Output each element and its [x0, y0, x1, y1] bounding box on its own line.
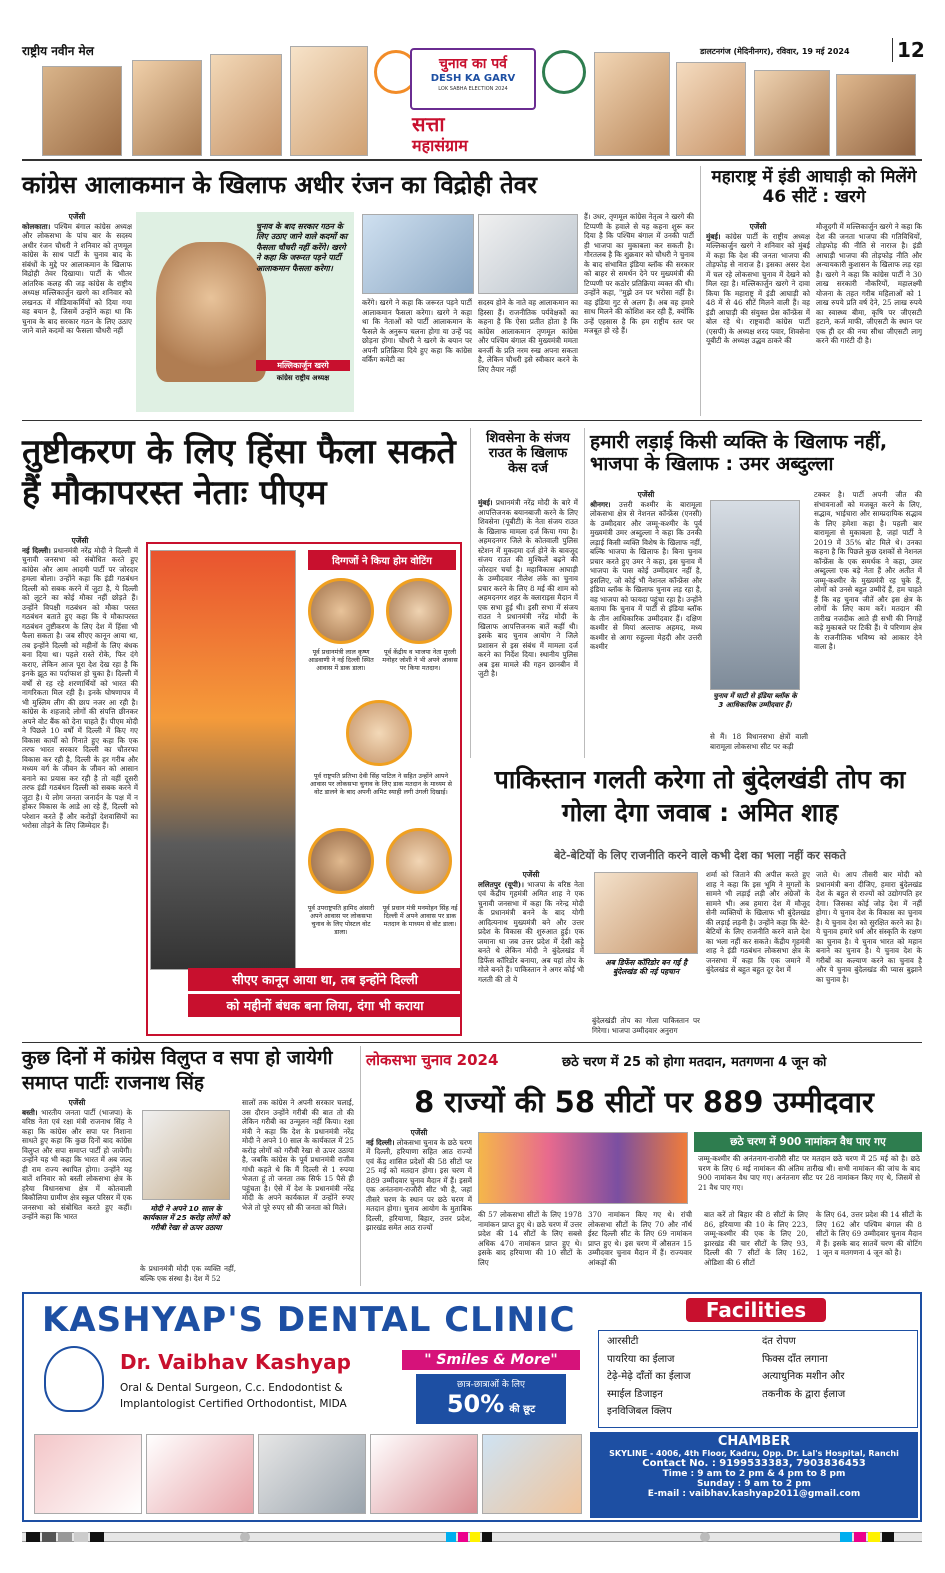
rule-3 [22, 1042, 922, 1043]
offer-pct: 50% [446, 1390, 505, 1418]
vote-photo-5 [386, 828, 452, 894]
story1-agency: एजेंसी [68, 212, 86, 221]
story8-headline: 8 राज्यों की 58 सीटों पर 889 उम्मीदवार [414, 1085, 874, 1119]
color-registration-right [840, 1532, 894, 1542]
dental-ad [22, 1292, 922, 1522]
story8-agency: एजेंसी [410, 1128, 428, 1137]
dental-photo-4 [370, 1434, 478, 1514]
story6-col4: जाते थे। आप तीसरी बार मोदी को प्रधानमंत्री बना दीजिए, हमारा बुंदेलखंड देश के बहुत से राज्यों को उद्योगपति हर देगा। जिसका कोई जोड़ देश में नहीं होगा। ये चुनाव देश के विकास का चुनाव है। ये चुनाव देश को सुरक्षित करने का है। ये चुनाव हमारे धर्म और संस्कृति के रक्षण का चुनाव है। ये चुनाव भारत को महान बनाने का चुनाव है। ये चुनाव देश के गरीबों का कल्याण करने का चुनाव है और ये चुनाव बुंदेलखंड की प्यास बुझाने का चुनाव है। [816, 870, 922, 984]
ad-tagline: " Smiles & More" [402, 1350, 580, 1370]
story2-col2: मौजूदगी में मल्लिकार्जुन खरगे ने कहा कि देश की जनता भाजपा की गतिविधियों, तोड़फोड़ की नीति से नाराज है। इंडी आघाड़ी भाजपा की तोड़फोड़ नीति और अन्यायकारी कुशासन के खिलाफ लड़ रहा है। खरगे ने कहा कि कांग्रेस पार्टी ने 30 लाख सरकारी नौकरियों, महालक्ष्मी योजना के तहत गरीब महिलाओं को 1 लाख रुपये प्रति वर्ष देने, 25 लाख रुपये का स्वास्थ्य बीमा, कृषि पर जीएसटी हटाने, कर्ज माफी, जीएसटी के स्थान पर एक ही दर की नया सीधा जीएसटी लागू करने की गारंटी दी है। [816, 222, 922, 345]
rajnath-photo-caption: मोदी ने अपने 10 साल के कार्यकाल में 25 करोड़ लोगों को गरीबी रेखा से ऊपर उठाया [142, 1204, 230, 1232]
story8-col4: बात करें तो बिहार की 8 सीटों के लिए 86, हरियाणा की 10 के लिए 223, जम्मू-कश्मीर की एक के लिए 20, झारखंड की चार सीटों के लिए 93, दिल्ली की 7 सीटों के लिए 162, ओडिशा की 6 सीटों [704, 1210, 808, 1267]
story6-dateline: ललितपुर (यूपी)। [478, 879, 524, 889]
rule-2 [22, 420, 922, 421]
facility-item: इनविजिबल क्लिप [607, 1406, 672, 1418]
page-number: 12 [892, 38, 925, 62]
story3-body-1: प्रधानमंत्री नरेंद्र मोदी ने दिल्ली में चुनावी जनसभा को संबोधित करते हुए कांग्रेस और आम आदमी पार्टी पर जोरदार हमला बोला। उन्होंने कहा कि इंडी गठबंधन दिल्ली को सबक करने में जुटा है, ये दिल्ली को लूटने का कोई मौका नहीं छोड़ते हैं। उन्होंने विपक्षी गठबंधन को मौका परस्त गठबंधन बताते हुए कहा कि ये मौकापरस्त गठबंधन तुष्टीकरण के लिए देश में हिंसा भी फैला सकता है। जब सीएए कानून आया था, तब इन्होंने दिल्ली को महीनों के लिए बंधक बना दिया था। पहले रास्ते रोके, फिर दंगे कराए, लेकिन आज पूरा देश देख रहा है कि इनके झूठ का पर्दाफाश हो चुका है। दिल्ली में वर्षों से रह रहे शरणार्थियों को भारत की नागरिकता मिल रही है। इनके घोषणापत्र में भी मुस्लिम लीग की छाप नजर आ रही है। कांग्रेस के शहजादे लोगों की संपत्ति छीनकर अपने वोट बैंक को देना चाहते हैं। पीएम मोदी ने पिछले 10 वर्षों में दिल्ली में किए गए विकास कार्यों को गिनाते हुए कहा कि एक तरफ भारत सरकार दिल्ली का चौतरफा विकास कर रही है, दिल्ली के हर गरीब और मध्यम वर्ग के जीवन के जीवन को आसान बनाने का प्रयास कर रही है तो वहीं दूसरी तरफ इंडी गठबंधन दिल्ली को सबक करने में जुटा है। ये लोग जनता जनार्दन के पक्ष में न होकर विकास के आडे आ रहे हैं, दिल्ली को परेशान करते हैं और करोड़ों देशवासियों का भरोसा तोड़ने के लिए जिम्मेदार हैं। [22, 545, 138, 831]
story1-headline: कांग्रेस आलाकमान के खिलाफ अधीर रंजन का विद्रोही तेवर [22, 171, 537, 199]
story7-body-1: भारतीय जनता पार्टी (भाजपा) के वरिष्ठ नेता एवं रक्षा मंत्री राजनाथ सिंह ने कहा कि कांग्रेस और सपा पर निशाना साधते हुए कहा कि कुछ दिनों बाद कांग्रेस विलुप्त और सपा समाप्त पार्टी हो जायेगी। उन्होंने यह भी कहा कि भारत में अब जल्द ही राम राज्य स्थापित होगा। उन्होंने यह बातें शनिवार को बस्ती लोकसभा क्षेत्र के हरैया विधानसभा क्षेत्र में कोतवाली बिकौलिया ग्रामीण क्षेत्र स्कूल परिसर में एक जनसभा को संबोधित करते हुए कहीं। उन्होंने कहा कि भारत [22, 1107, 132, 1222]
logo-line-3: LOK SABHA ELECTION 2024 [438, 86, 508, 92]
shah-photo-caption: अब डिफेंस कॉरिडोर बन गई है बुंदेलखंड की नई पहचान [605, 958, 687, 977]
chamber-time-2: Sunday : 9 am to 2 pm [696, 1479, 812, 1489]
facility-item: दंत रोपण [762, 1336, 796, 1347]
story6-headline: पाकिस्तान गलती करेगा तो बुंदेलखंडी तोप का गोला देगा जवाब : अमित शाह [494, 765, 906, 827]
facilities-title: Facilities [686, 1298, 826, 1322]
shah-photo [594, 872, 698, 954]
story1-body-1: पश्चिम बंगाल कांग्रेस अध्यक्ष और लोकसभा के पांच बार के सदस्य अधीर रंजन चौधरी ने शनिवार को तृणमूल कांग्रेस के साथ पार्टी के चुनाव बाद के संबंधों के मुद्दे पर आलाकमान के खिलाफ विद्रोही तेवर दिखाया। पार्टी के भीतर आंतरिक कलह की जड़ कांग्रेस के राष्ट्रीय अध्यक्ष मल्लिकार्जुन खरगे का शनिवार को लखनऊ में मीडियाकर्मियों को दिया गया वह बयान है, जिसमें उन्होंने कहा था कि चुनाव के बाद सरकार गठन के लिए उठाए जाने वाले कदमों का फैसला चौधरी नहीं [22, 221, 132, 336]
story6-col1 [478, 870, 584, 1036]
story4-headline: शिवसेना के संजय राउत के खिलाफ केस दर्ज [486, 431, 570, 476]
story8-dateline: नई दिल्ली। [366, 1137, 395, 1147]
masthead-rule [22, 159, 922, 161]
leader-photo-left-3 [210, 54, 282, 156]
story6-col3: शर्मा को जिताने की अपील करते हुए शाह ने कहा कि इस भूमि ने मुगलों के सामने भी लड़ाई लड़ी और अंग्रेजों के सामने भी। अब हमारा देश में मौजूद सेनी व्यक्तियों के खिलाफ भी बुंदेलखंड की लड़ाई लड़नी है। उन्होंने कहा कि बेटे-बेटियों के लिए राजनीति करने वाले देश का भला नहीं कर सकते। केंद्रीय गृहमंत्री शाह ने इंडी गठबंधन लोकसभा क्षेत्र के जनसभा में कहा कि एक जमाने में बुंदेलखंड से बहुत बहुत दूर देश में [706, 870, 810, 974]
story8-strip-text: जम्मू-कश्मीर की अनंतनाग-राजौरी सीट पर मतदान छठे चरण में 25 मई को है। छठे चरण के लिए 6 मई नामांकन की अंतिम तारीख थी। सभी नामांकन की जांच के बाद 900 नामांकन वैध पाए गए। अनंतनाग सीट पर 28 नामांकन किए गए थे, जिसमें से 21 वैध पाए गए। [698, 1154, 920, 1192]
divider-story2 [700, 166, 701, 416]
caduceus-icon [44, 1346, 104, 1412]
dental-photo-1 [34, 1434, 142, 1514]
kharge-quote: चुनाव के बाद सरकार गठन के लिए उठाए जाने वाले कदमों का फैसला चौधरी नहीं करेंगे। खरगे ने कहा कि जरूरत पड़ने पार्टी आलाकमान फैसला करेगा। [256, 222, 348, 273]
vote-photo-2 [386, 578, 452, 644]
section-title-2: महासंग्राम [412, 136, 468, 155]
congress-logo-icon [542, 50, 586, 94]
leader-photo-left-4 [290, 46, 368, 156]
story3-col1 [22, 536, 138, 1036]
home-voting-title: दिग्गजों ने किया होम वोटिंग [308, 550, 456, 570]
logo-line-1: चुनाव का पर्व [439, 56, 507, 72]
logo-line-2: DESH KA GARV [430, 73, 516, 84]
story2-col1 [706, 222, 810, 414]
color-registration-center [446, 1532, 492, 1542]
facility-item: टेढ़े-मेढ़े दाँतों का ईलाज [607, 1371, 691, 1383]
divider-story8 [360, 1046, 361, 1286]
story2-headline: महाराष्ट्र में इंडी आघाड़ी को मिलेंगे 46 सीटें : खरगे [711, 167, 917, 207]
story6-body-1: भाजपा के वरिष्ठ नेता एवं केंद्रीय गृहमंत्री अमित शाह ने एक चुनावी जनसभा में कहा कि नरेन्द्र मोदी के प्रधानमंत्री बनने के बाद योगी आदित्यनाथ मुख्यमंत्री बने और उत्तर प्रदेश के विकास की शुरुआत हुई। एक जमाना था जब उत्तर प्रदेश में देसी कट्टे बनते थे लेकिन मोदी ने बुंदेलखंड में डिफेंस कॉरिडोर बनाया, अब यहां तोप के गोले बनते हैं। पाकिस्तान ने अगर कोई भी गलती की तो ये [478, 879, 584, 984]
omar-photo-caption: चुनाव में घाटी से इंडिया ब्लॉक के 3 आधिकारिक उम्मीदवार हैं। [713, 692, 797, 709]
story8-col2: की 57 लोकसभा सीटों के लिए 1978 नामांकन प्राप्त हुए थे। छठे चरण में उत्तर प्रदेश की 14 सीटों के लिए सबसे अधिक 470 नामांकन प्राप्त हुए थे। इसके बाद हरियाणा की 10 सीटों के लिए [478, 1210, 582, 1267]
dental-photo-5 [482, 1434, 582, 1514]
story5-col1 [590, 490, 702, 754]
color-registration-left [26, 1532, 104, 1542]
quote-attrib: मल्लिकार्जुन खरगे [256, 360, 350, 371]
story8-col5: के लिए 64, उत्तर प्रदेश की 14 सीटों के लिए 162 और पश्चिम बंगाल की 8 सीटों के लिए 69 उम्मीदवार चुनाव मैदान में हैं। इसके बाद सातवें चरण की वोटिंग 1 जून व मतगणना 4 जून को है। [816, 1210, 922, 1257]
omar-photo [710, 500, 800, 690]
pm-banner-line-2: को महीनों बंधक बना लिया, दंगा भी कराया [188, 994, 462, 1017]
story7-col3: सालों तक कांग्रेस ने अपनी सरकार चलाई, उस दौरान उन्होंने गरीबी की बात तो की लेकिन गरीबी का उन्मूलन नहीं किया। रक्षा मंत्री ने कहा कि देश के प्रधानमंत्री नरेंद्र मोदी ने अपने 10 साल के कार्यकाल में 25 करोड़ लोगों को गरीबी रेखा से ऊपर उठाया है, जबकि कांग्रेस के पूर्व प्रधानमंत्री राजीव गांधी कहते थे कि मैं दिल्ली से 1 रुपया भेजता हूं तो जनता तक सिर्फ 15 पैसे ही पहुंचता है। ऐसे में देश के प्रधानमंत्री नरेंद्र मोदी के अपने कार्यकाल में उन्होंने रुपए भेजे तो पूरे रुपए सौ की जनता को मिले। [242, 1098, 354, 1212]
story7-headline: कुछ दिनों में कांग्रेस विलुप्त व सपा हो जायेगी समाप्त पार्टीः राजनाथ सिंह [22, 1047, 333, 1094]
vote-caption-3: पूर्व राष्ट्रपति प्रतिभा देवी सिंह पाटिल ने सहित उन्होंने आपने आवास पर लोकसभा चुनाव के लिए डाक मतदान के माध्यम से वोट डालने के बाद अपनी अमिट स्याही लगी उंगली दिखाई। [310, 772, 452, 796]
offer-box [416, 1374, 566, 1424]
story6-subhead: बेटे-बेटियों के लिए राजनीति करने वाले कभी देश का भला नहीं कर सकते [554, 849, 846, 862]
registration-mark-icon [700, 1532, 710, 1542]
voters-photo [478, 1132, 688, 1204]
story1-dateline: कोलकाता। [22, 221, 51, 231]
story3-headline: तुष्टीकरण के लिए हिंसा फैला सकते हैं मौकापरस्त नेताः पीएम [22, 432, 456, 513]
leader-photo-left-2 [132, 60, 202, 156]
chamber-box [590, 1432, 918, 1518]
leader-photo-right-2 [676, 62, 746, 156]
quote-attrib-role: कांग्रेस राष्ट्रीय अध्यक्ष [276, 374, 330, 382]
masthead [22, 36, 925, 158]
story1-col4: सदस्य होने के नाते वह आलाकमान का हिस्सा हैं। राजनीतिक पर्यवेक्षकों का कहना है कि ऐसा प्रतीत होता है कि कांग्रेस आलाकमान तृणमूल कांग्रेस और पश्चिम बंगाल की मुख्यमंत्री ममता बनर्जी के प्रति नरम रुख अपना सकता है, लेकिन चौधरी इसे स्वीकार करने के लिए तैयार नहीं [478, 298, 578, 374]
vote-caption-2: पूर्व केंद्रीय व भाजपा नेता मुरली मनोहर जोशी ने भी अपने आवास पर किया मतदान। [382, 648, 458, 672]
story8-strip: छठे चरण में 900 नामांकन वैध पाए गए [694, 1132, 922, 1152]
story5-headline: हमारी लड़ाई किसी व्यक्ति के खिलाफ नहीं, भाजपा के खिलाफ : उमर अब्दुल्ला [590, 431, 888, 475]
story8-kicker-line: छठे चरण में 25 को होगा मतदान, मतगणना 4 जून को [562, 1055, 827, 1070]
facilities-list [598, 1330, 918, 1428]
story4-dateline: मुंबई। [478, 498, 493, 507]
divider-story4 [470, 428, 471, 758]
story8-body-1: लोकसभा चुनाव के छठे चरण में दिल्ली, हरियाणा सहित आठ राज्यों एवं केंद्र शासित प्रदेशों की 58 सीटों पर 25 मई को मतदान होगा। इस चरण में 889 उम्मीदवार चुनाव मैदान में हैं। इसमें एक अनंतनाग-राजौरी सीट भी है, जहां तीसरे चरण के स्थान पर छठे चरण में मतदान होगा। चुनाव आयोग के मुताबिक दिल्ली, हरियाणा, बिहार, उत्तर प्रदेश, झारखंड समेत आठ राज्यों [366, 1137, 472, 1233]
story2-agency: एजेंसी [749, 222, 767, 231]
pm-photo-box [146, 542, 462, 1036]
chamber-title: CHAMBER [717, 1434, 791, 1449]
facility-item: तकनीक के द्वारा ईलाज [762, 1388, 846, 1400]
story7-col2b: के प्रधानमंत्री मोदी एक व्यक्ति नहीं, बल्कि एक संस्था है। देश में 52 [140, 1264, 236, 1283]
offer-suffix: की छूट [509, 1404, 536, 1415]
leader-photo-right-1 [594, 52, 670, 156]
story6-col2b: बुंदेलखंडी तोप का गोला पाकिस्तान पर गिरेगा। भाजपा उम्मीदवार अनुराग [592, 1016, 700, 1035]
story3-agency: एजेंसी [71, 536, 89, 545]
story5-col2b: से मैं। 18 विधानसभा क्षेत्रों वाली बारामूला लोकसभा सीट पर कड़ी [710, 732, 808, 751]
cred-line-2: Implantologist Certified Orthodontist, MIDA [120, 1398, 347, 1410]
leader-photo-right-3 [754, 70, 830, 156]
story7-dateline: बस्ती। [22, 1107, 38, 1117]
kharge-photo [156, 242, 266, 382]
vote-photo-3 [346, 700, 412, 766]
story1-quote-box [136, 212, 354, 412]
story7-col1 [22, 1098, 132, 1284]
clinic-name: KASHYAP'S DENTAL CLINIC [42, 1300, 576, 1340]
story8-col3: 370 नामांकन किए गए थे। रांची लोकसभा सीटों के लिए 70 और नॉर्थ ईस्ट दिल्ली सीट के लिए 69 नामांकन प्राप्त हुए थे। इस चरण में औसतन 15 उम्मीदवार चुनाव मैदान में हैं। राज्यवार आंकड़ों की [588, 1210, 692, 1267]
story5-agency: एजेंसी [637, 490, 655, 499]
chamber-address: SKYLINE - 4006, 4th Floor, Kadru, Opp. Dr. Lal's Hospital, Ranchi [609, 1449, 899, 1458]
facility-item: फिक्स दाँत लगाना [762, 1353, 828, 1365]
leader-photo-right-4 [836, 74, 916, 156]
story7-agency: एजेंसी [68, 1098, 86, 1107]
story6-agency: एजेंसी [522, 870, 540, 879]
story8-col1 [366, 1128, 472, 1284]
facility-item: अत्याधुनिक मशीन और [762, 1371, 845, 1383]
center-logo [410, 48, 536, 110]
vote-caption-4: पूर्व उपराष्ट्रपति हामिद अंसारी अपने आवास पर लोकसभा चुनाव के लिए पोस्टल वोट डाला। [307, 904, 375, 936]
vote-photo-4 [308, 828, 374, 894]
story5-dateline: श्रीनगर। [590, 499, 611, 509]
dental-photo-3 [258, 1434, 366, 1514]
dental-photo-2 [146, 1434, 254, 1514]
facility-item: स्माईल डिजाइन [607, 1388, 663, 1400]
story1-col5: हैं। उधर, तृणमूल कांग्रेस नेतृत्व ने खरगे की टिप्पणी के हवाले से यह कहना शुरू कर दिया है कि पश्चिम बंगाल में उनकी पार्टी ही भाजपा का मुकाबला कर सकती है। गौरतलब है कि शुक्रवार को चौधरी ने चुनाव के बाद संभावित इंडिया ब्लॉक की सरकार को बाहर से समर्थन देने पर मुख्यमंत्री की टिप्पणी पर कठोर प्रतिक्रिया व्यक्त की थी। उन्होंने कहा, "मुझे उन पर भरोसा नहीं है। वह इंडिया गुट से अलग हैं। अब वह हमारे साथ मिलने की कोशिश कर रही हैं, क्योंकि उन्हें एहसास है कि हम राष्ट्रीय स्तर पर मजबूत हो रहे हैं। [584, 212, 694, 335]
story8-kicker: लोकसभा चुनाव 2024 [366, 1051, 499, 1069]
edition-line: डालटनगंज (मेदिनीनगर), रविवार, 19 मई 2024 [700, 47, 850, 56]
story1-col3: करेंगे। खरगे ने कहा कि जरूरत पड़ने पार्टी आलाकमान फैसला करेगा। खरगे ने कहा था कि नेताओं को पार्टी आलाकमान के फैसले के अनुरूप चलना होगा या उन्हें पद छोड़ना होगा। चौधरी ने खरगे के बयान पर अपनी प्रतिक्रिया दिये हुए कहा कि कांग्रेस वर्किंग कमेटी का [362, 298, 472, 364]
modi-photo [150, 550, 296, 970]
facility-item: आरसीटी [607, 1336, 639, 1347]
vote-caption-5: पूर्व प्रधान मंत्री मनमोहन सिंह नई दिल्ली में अपने आवास पर डाक मतदान के माध्यम से वोट डाला। [382, 904, 458, 928]
story5-body-1: उत्तरी कश्मीर के बारामूला लोकसभा क्षेत्र से नेशनल कॉन्फ्रेंस (एनसी) के उम्मीदवार और जम्मू-कश्मीर के पूर्व मुख्यमंत्री उमर अब्दुल्ला ने कहा कि उनकी लड़ाई किसी व्यक्ति विशेष के खिलाफ नहीं, बल्कि भाजपा के खिलाफ है। बिना चुनाव प्रचार करते हुए उमर ने कहा, इस चुनाव में भाजपा के पास कोई उम्मीदवार नहीं है, इसलिए, जो कोई भी नेशनल कॉन्फ्रेंस और इंडिया ब्लॉक के खिलाफ चुनाव लड़ रहा है, वह भाजपा को फायदा पहुंचा रहा है। उन्होंने बताया कि चुनाव में पार्टी से इंडिया ब्लॉक के तीन आधिकारिक उम्मीदवार हैं। दक्षिण कश्मीर से मियां अल्ताफ अहमद, मध्य कश्मीर से आगा रुहुल्ला मेहदी और उत्तरी कश्मीर [590, 499, 702, 652]
story1-col1 [22, 212, 132, 412]
pm-banner-line-1: सीएए कानून आया था, तब इन्होंने दिल्ली [188, 968, 462, 991]
story2-dateline: मुंबई। [706, 231, 721, 241]
vote-caption-1: पूर्व प्रधानमंत्री लाल कृष्ण आडवाणी ने नई दिल्ली स्थित आवास में डाक डाला। [308, 648, 374, 672]
story2-body-1: कांग्रेस पार्टी के राष्ट्रीय अध्यक्ष मल्लिकार्जुन खरगे ने शनिवार को मुंबई में कहा कि देश की जनता भाजपा की तोड़फोड़ से नाराज है। इसका असर देश में चल रहे लोकसभा चुनाव में देखने को मिल रहा है। मल्लिकार्जुन खरगे ने दावा किया कि महाराष्ट्र में इंडी आघाड़ी को 48 में से 46 सीटें मिलने वाली हैं। वह इंडी आघाड़ी की संयुक्त प्रेस कॉन्फ्रेंस में बोल रहे थे। राष्ट्रवादी कांग्रेस पार्टी (एसपी) के अध्यक्ष शरद पवार, शिवसेना यूबीटी के अध्यक्ष उद्धव ठाकरे की [706, 231, 810, 346]
cred-line-1: Oral & Dental Surgeon, C.c. Endodontist & [120, 1382, 343, 1394]
leader-photo-left-1 [42, 66, 122, 156]
story5-col3: टक्कर है। पार्टी अपनी जीत की संभावनाओं को मजबूत करने के लिए, सद्भाव, भाईचारा और साम्प्रदायिक सद्भाव के लिए हमेशा कहा है। पहली बार बारामूला से मुकाबला है, जहां पार्टी ने 2019 में 35% बोट मिले थे। उनका कहना है कि पिछले कुछ दशकों से नेशनल कॉन्फ्रेंस के एक समर्थक ने कहा, उमर अब्दुल्ला एक बड़े नेता हैं और अतीत में जम्मू-कश्मीर के मुख्यमंत्री रह चुके हैं, लोगों को उनसे बहुत उम्मीदें हैं, हम चाहते हैं कि वह चुनाव जीतें और इस क्षेत्र के लोगों के लिए काम करें। मतदान की तारीख नजदीक आते ही सभी की निगाहें कड़े मुकाबले पर टिकी हैं। ये परिणाम क्षेत्र के राजनीतिक भविष्य को आकार देने वाला है। [814, 490, 922, 651]
paper-name: राष्ट्रीय नवीन मेल [22, 44, 94, 58]
story3-dateline: नई दिल्ली। [22, 545, 51, 555]
chamber-email: E-mail : vaibhav.kashyap2011@gmail.com [647, 1489, 861, 1499]
chamber-time-1: Time : 9 am to 2 pm & 4 pm to 8 pm [662, 1469, 846, 1479]
mamata-photo [478, 214, 578, 294]
facility-item: पायरिया का ईलाज [607, 1353, 675, 1365]
section-title-1: सत्ता [412, 112, 445, 136]
registration-mark-icon [240, 1532, 250, 1542]
facility-item [762, 1405, 909, 1423]
divider-story5 [584, 428, 585, 758]
story4-col1 [478, 498, 578, 754]
adhir-photo [362, 214, 474, 294]
vote-photo-1 [308, 578, 374, 644]
story4-body-1: प्रधानमंत्री नरेंद्र मोदी के बारे में आपत्तिजनक बयानबाजी करने के लिए शिवसेना (यूबीटी) के नेता संजय राउत के खिलाफ मामला दर्ज किया गया है। अहमदनगर जिले के कोतवाली पुलिस स्टेशन में मुकदमा दर्ज होने के बावजूद संजय राउत की मुश्किलें बढ़ने की जोरदार चर्चा है। महाविकास आघाड़ी के उम्मीदवार नीलेश लंके का चुनाव प्रचार करने के लिए 8 मई की शाम को अहमदनगर शहर के क्लाराइस मैदान में एक सभा हुई थी। इसी सभा में संजय राउत ने प्रधानमंत्री नरेंद्र मोदी के खिलाफ आपत्तिजनक बातें कहीं थी। इसके बाद चुनाव आयोग ने जिले प्रशासन से इस संबंध में मामला दर्ज करने का निर्देश दिया। स्थानीय पुलिस अब इस मामले की गहन छानबीन में जुटी है। [478, 498, 578, 678]
rajnath-photo [142, 1110, 230, 1200]
chamber-contact: Contact No. : 9199533383, 7903836453 [642, 1458, 866, 1469]
doctor-name: Dr. Vaibhav Kashyap [120, 1350, 351, 1374]
offer-line: छात्र-छात्राओं के लिए [456, 1380, 526, 1390]
